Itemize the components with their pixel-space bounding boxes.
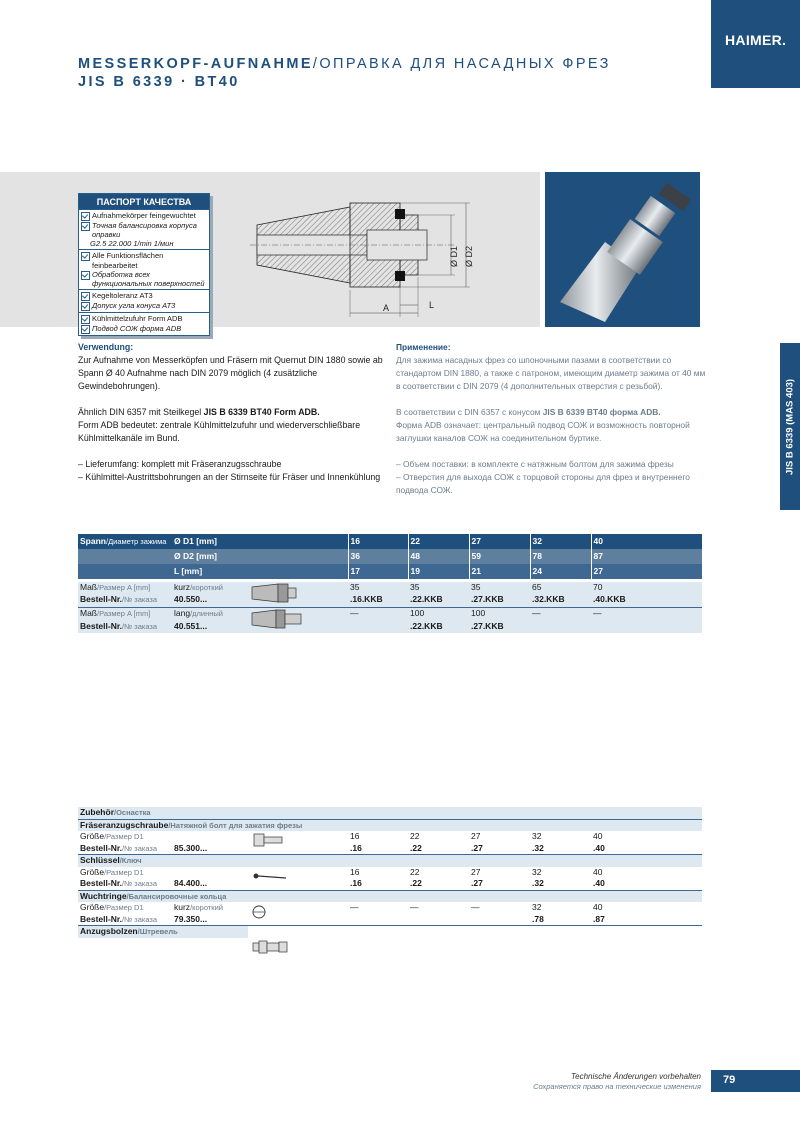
bestell-label: Bestell-Nr. bbox=[80, 913, 123, 924]
checkbox-icon bbox=[81, 222, 90, 231]
checkbox-icon bbox=[81, 315, 90, 324]
d1-value: 22 bbox=[408, 534, 469, 549]
size-value: 16 bbox=[350, 866, 360, 877]
bestell-label-ru: /№ заказа bbox=[122, 595, 158, 605]
usage-bullet2-ru: – Отверстия для выхода СОЖ с торцовой стороны для фрез и внутреннего подвода СОЖ. bbox=[396, 472, 690, 495]
key-heading-row bbox=[78, 855, 702, 867]
spann-label: Spann bbox=[80, 536, 106, 546]
a-value: 70 bbox=[593, 582, 603, 592]
screw-name-ru: /Натяжной болт для зажатия фрезы bbox=[168, 820, 303, 830]
order-number: .27 bbox=[471, 842, 483, 853]
order-prefix: 84.400... bbox=[174, 878, 208, 888]
title-standard: JIS B 6339 · BT40 bbox=[78, 74, 240, 90]
d2-header: Ø D2 [mm] bbox=[172, 549, 348, 564]
ring-name-ru: /Балансировочные кольца bbox=[126, 891, 227, 901]
product-table bbox=[78, 534, 702, 579]
accessories-heading: Zubehör bbox=[80, 807, 114, 817]
a-value: 65 bbox=[532, 582, 542, 592]
a-value: — bbox=[591, 608, 702, 621]
page-number-box bbox=[711, 1070, 800, 1092]
usage-p2-ru-bold: JIS B 6339 BT40 форма ADB. bbox=[542, 407, 661, 417]
quality-group bbox=[79, 312, 209, 335]
order-number: .22.KKB bbox=[410, 620, 443, 631]
key-order-row bbox=[78, 878, 702, 890]
usage-p2-ru: В соответствии с DIN 6357 с конусом bbox=[396, 407, 543, 417]
order-number bbox=[469, 914, 530, 926]
footer-de: Technische Änderungen vorbehalten bbox=[570, 1072, 701, 1081]
key-size-row bbox=[78, 867, 702, 879]
order-number: .22 bbox=[410, 842, 422, 853]
ring-size-row bbox=[78, 902, 702, 914]
d2-value: 59 bbox=[469, 549, 530, 564]
quality-ru: Подвод СОЖ форма ADB bbox=[92, 324, 182, 334]
d1-value: 32 bbox=[530, 534, 591, 549]
variant-type: kurz bbox=[174, 582, 191, 592]
size-value: — bbox=[471, 902, 480, 912]
mass-label-ru: /Размер A [mm] bbox=[97, 583, 151, 592]
bestell-label: Bestell-Nr. bbox=[80, 878, 123, 888]
quality-passport bbox=[78, 193, 210, 336]
quality-group bbox=[79, 209, 209, 249]
bolt-icon bbox=[248, 938, 702, 959]
usage-p3-ru: Форма ADB означает: центральный подвод СОЖ и возможность повторной заглушки каналов СОЖ на соединительном буртике. bbox=[396, 420, 690, 443]
size-value: — bbox=[410, 902, 419, 912]
bestell-label: Bestell-Nr. bbox=[80, 842, 123, 853]
order-number: .32.KKB bbox=[532, 594, 565, 605]
l-value: 21 bbox=[469, 564, 530, 579]
a-value: 35 bbox=[410, 582, 420, 592]
standard-side-tab bbox=[780, 343, 800, 510]
bolt-icon-row bbox=[78, 938, 702, 959]
key-name: Schlüssel bbox=[80, 855, 120, 865]
table-row-short-nr bbox=[78, 594, 702, 607]
a-value: 100 bbox=[469, 608, 530, 621]
mass-label-ru: /Размер A [mm] bbox=[97, 609, 151, 618]
side-tab-label: JIS B 6339 (MAS 403) bbox=[784, 378, 796, 475]
page-title bbox=[78, 55, 611, 91]
size-value: 22 bbox=[410, 831, 420, 841]
order-number bbox=[591, 621, 702, 633]
order-number: .32 bbox=[532, 842, 544, 853]
mass-label: Maß bbox=[80, 582, 97, 592]
order-prefix: 40.551... bbox=[174, 620, 208, 631]
bestell-label-ru: /№ заказа bbox=[122, 879, 158, 888]
order-number: .78 bbox=[532, 913, 544, 924]
d1-value: 40 bbox=[591, 534, 702, 549]
quality-de: Kühlmittelzufuhr Form ADB bbox=[92, 314, 183, 324]
accessories-heading-row bbox=[78, 807, 702, 819]
checkbox-icon bbox=[81, 252, 90, 261]
usage-bullet2-de: – Kühlmittel-Austrittsbohrungen an der Stirnseite für Fräser und Innenkühlung bbox=[78, 472, 381, 482]
table-row-long-nr bbox=[78, 621, 702, 633]
checkbox-icon bbox=[81, 325, 90, 334]
size-value: 22 bbox=[410, 866, 420, 877]
technical-drawing bbox=[245, 185, 535, 320]
order-number: .27.KKB bbox=[471, 594, 504, 605]
checkbox-icon bbox=[81, 271, 90, 280]
order-number: .16 bbox=[350, 878, 362, 888]
usage-p2-de: Ähnlich DIN 6357 mit Steilkegel bbox=[78, 407, 204, 417]
bestell-label-ru: /№ заказа bbox=[122, 621, 158, 631]
size-value: 32 bbox=[532, 866, 542, 877]
ring-heading-row bbox=[78, 890, 702, 902]
order-number: .16.KKB bbox=[350, 594, 383, 605]
d2-value: 36 bbox=[348, 549, 408, 564]
size-value: 27 bbox=[471, 831, 481, 841]
d1-header: Ø D1 [mm] bbox=[172, 534, 348, 549]
size-value: 40 bbox=[593, 831, 603, 841]
size-value: 32 bbox=[532, 902, 542, 912]
size-label: Größe bbox=[80, 831, 105, 841]
a-value: 35 bbox=[471, 582, 481, 592]
accessories-table bbox=[78, 807, 702, 958]
screw-heading-row bbox=[78, 819, 702, 831]
footer-note bbox=[533, 1072, 701, 1092]
size-label-ru: /Размер D1 bbox=[104, 832, 144, 841]
mass-label: Maß bbox=[80, 608, 97, 618]
l-value: 17 bbox=[348, 564, 408, 579]
ring-type: kurz bbox=[174, 902, 191, 912]
variant-type-ru: /короткий bbox=[190, 583, 223, 592]
table-row bbox=[78, 564, 702, 579]
size-label: Größe bbox=[80, 902, 105, 912]
size-value: 27 bbox=[471, 866, 481, 877]
dim-l: L bbox=[429, 300, 435, 310]
screw-size-row bbox=[78, 831, 702, 843]
haimer-logo bbox=[711, 0, 800, 88]
size-value: 32 bbox=[532, 831, 542, 841]
screw-name: Fräseranzugschraube bbox=[80, 819, 169, 830]
checkbox-icon bbox=[81, 292, 90, 301]
usage-bullet1-de: – Lieferumfang: komplett mit Fräseranzugsschraube bbox=[78, 459, 282, 469]
variant-table bbox=[78, 582, 702, 633]
long-holder-icon bbox=[248, 608, 348, 634]
size-value: — bbox=[350, 902, 359, 912]
quality-group bbox=[79, 249, 209, 289]
bolt-name: Anzugsbolzen bbox=[80, 926, 138, 936]
bestell-label-ru: /№ заказа bbox=[122, 843, 158, 853]
title-de: MESSERKOPF-AUFNAHME bbox=[78, 56, 313, 72]
spann-label-ru: /Диаметр зажима bbox=[105, 537, 167, 546]
l-value: 27 bbox=[591, 564, 702, 579]
l-header: L [mm] bbox=[172, 564, 348, 579]
order-number bbox=[530, 621, 591, 633]
usage-russian bbox=[396, 341, 711, 497]
bolt-heading-row bbox=[78, 926, 702, 938]
order-prefix: 85.300... bbox=[174, 842, 208, 853]
table-row-short bbox=[78, 582, 702, 594]
toolholder-image bbox=[545, 172, 700, 327]
quality-de: Kegeltoleranz AT3 bbox=[92, 291, 153, 301]
quality-ru: Обработка всех функциональных поверхностей bbox=[92, 269, 205, 289]
screw-icon bbox=[248, 831, 348, 855]
size-label-ru: /Размер D1 bbox=[104, 867, 144, 877]
dim-d1: Ø D1 bbox=[449, 245, 459, 267]
order-number: .40.KKB bbox=[593, 594, 626, 605]
order-number: .40 bbox=[593, 878, 605, 888]
size-value: 40 bbox=[593, 902, 603, 912]
checkbox-icon bbox=[81, 302, 90, 311]
variant-type: lang bbox=[174, 608, 191, 618]
dim-d2: Ø D2 bbox=[464, 245, 474, 267]
d1-value: 16 bbox=[348, 534, 408, 549]
variant-type-ru: /длинный bbox=[190, 609, 223, 618]
accessories-heading-ru: /Оснастка bbox=[114, 808, 151, 817]
d1-value: 27 bbox=[469, 534, 530, 549]
order-number: .22 bbox=[410, 878, 422, 888]
ring-order-row bbox=[78, 914, 702, 926]
d2-value: 78 bbox=[530, 549, 591, 564]
order-number bbox=[348, 621, 408, 633]
usage-heading-de: Verwendung: bbox=[78, 342, 134, 352]
order-number bbox=[408, 914, 469, 926]
ring-name: Wuchtringe bbox=[80, 890, 127, 901]
key-name-ru: /Ключ bbox=[119, 856, 142, 865]
usage-p1-de: Zur Aufnahme von Messerköpfen und Fräsern mit Quernut DIN 1880 sowie ab Spann Ø 40 Aufnahme nach DIN 2079 möglich (4 zusätzliche Gewindebohrungen). bbox=[78, 355, 383, 391]
bestell-label: Bestell-Nr. bbox=[80, 594, 123, 605]
quality-group bbox=[79, 289, 209, 312]
d2-value: 48 bbox=[408, 549, 469, 564]
screw-order-row bbox=[78, 843, 702, 855]
quality-de: Alle Funktionsflächen feinbearbeitet bbox=[92, 251, 164, 270]
title-ru: /ОПРАВКА ДЛЯ НАСАДНЫХ ФРЕЗ bbox=[312, 56, 611, 72]
bestell-label: Bestell-Nr. bbox=[80, 620, 123, 631]
table-row bbox=[78, 549, 702, 564]
quality-de: Aufnahmekörper feingewuchtet bbox=[92, 211, 196, 220]
a-value: — bbox=[348, 608, 408, 621]
usage-p2-de-bold: JIS B 6339 BT40 Form ADB. bbox=[203, 407, 320, 417]
ring-type-ru: /короткий bbox=[190, 903, 223, 912]
size-value: 40 bbox=[593, 866, 603, 877]
a-value: — bbox=[530, 608, 591, 621]
order-number bbox=[348, 914, 408, 926]
size-label-ru: /Размер D1 bbox=[104, 903, 144, 912]
checkbox-icon bbox=[81, 212, 90, 221]
d2-value: 87 bbox=[591, 549, 702, 564]
order-prefix: 79.350... bbox=[174, 913, 208, 924]
l-value: 24 bbox=[530, 564, 591, 579]
quality-heading: ПАСПОРТ КАЧЕСТВА bbox=[79, 194, 209, 209]
usage-german bbox=[78, 341, 393, 484]
usage-p1-ru: Для зажима насадных фрез со шпоночными пазами в соответствии со стандартом DIN 1880, а также с патроном, имеющим диаметр зажима от 40 мм в соответствии с DIN 2079 (4 дополнительных отверстия с резьбой). bbox=[396, 355, 706, 391]
short-holder-icon bbox=[248, 582, 348, 608]
quality-ru: Точная балансировка корпуса оправки bbox=[92, 221, 197, 240]
table-row-long bbox=[78, 608, 702, 621]
order-number: .40 bbox=[593, 842, 605, 853]
quality-ru: Допуск угла конуса AT3 bbox=[92, 301, 176, 311]
order-number: .32 bbox=[532, 878, 544, 888]
table-row bbox=[78, 534, 702, 549]
usage-heading-ru: Применение: bbox=[396, 342, 451, 352]
order-number: .16 bbox=[350, 842, 362, 853]
page-number: 79 bbox=[723, 1074, 736, 1086]
bestell-label-ru: /№ заказа bbox=[122, 914, 158, 924]
order-number: .27.KKB bbox=[471, 620, 504, 631]
a-value: 100 bbox=[408, 608, 469, 621]
order-number: .22.KKB bbox=[410, 594, 443, 605]
quality-extra: G2.5 22.000 1/min 1/мин bbox=[90, 239, 174, 249]
usage-p3-de: Form ADB bedeutet: zentrale Kühlmittelzufuhr und wiederverschließbare Kühlmittelkanäle im Bund. bbox=[78, 420, 361, 443]
logo-text: HAIMER. bbox=[725, 32, 787, 48]
size-label: Größe bbox=[80, 866, 105, 877]
usage-bullet1-ru: – Объем поставки: в комплекте с натяжным болтом для зажима фрезы bbox=[396, 459, 674, 469]
order-prefix: 40.550... bbox=[174, 594, 208, 605]
l-value: 19 bbox=[408, 564, 469, 579]
key-icon bbox=[248, 867, 348, 891]
size-value: 16 bbox=[350, 831, 360, 841]
footer-ru: Сохраняется право на технические изменения bbox=[533, 1082, 701, 1091]
dim-a: A bbox=[383, 303, 390, 313]
order-number: .27 bbox=[471, 878, 483, 888]
product-photo bbox=[545, 172, 700, 327]
bolt-name-ru: /Штревель bbox=[137, 927, 178, 936]
ring-icon bbox=[248, 902, 348, 926]
a-value: 35 bbox=[350, 582, 360, 592]
order-number: .87 bbox=[593, 913, 605, 924]
